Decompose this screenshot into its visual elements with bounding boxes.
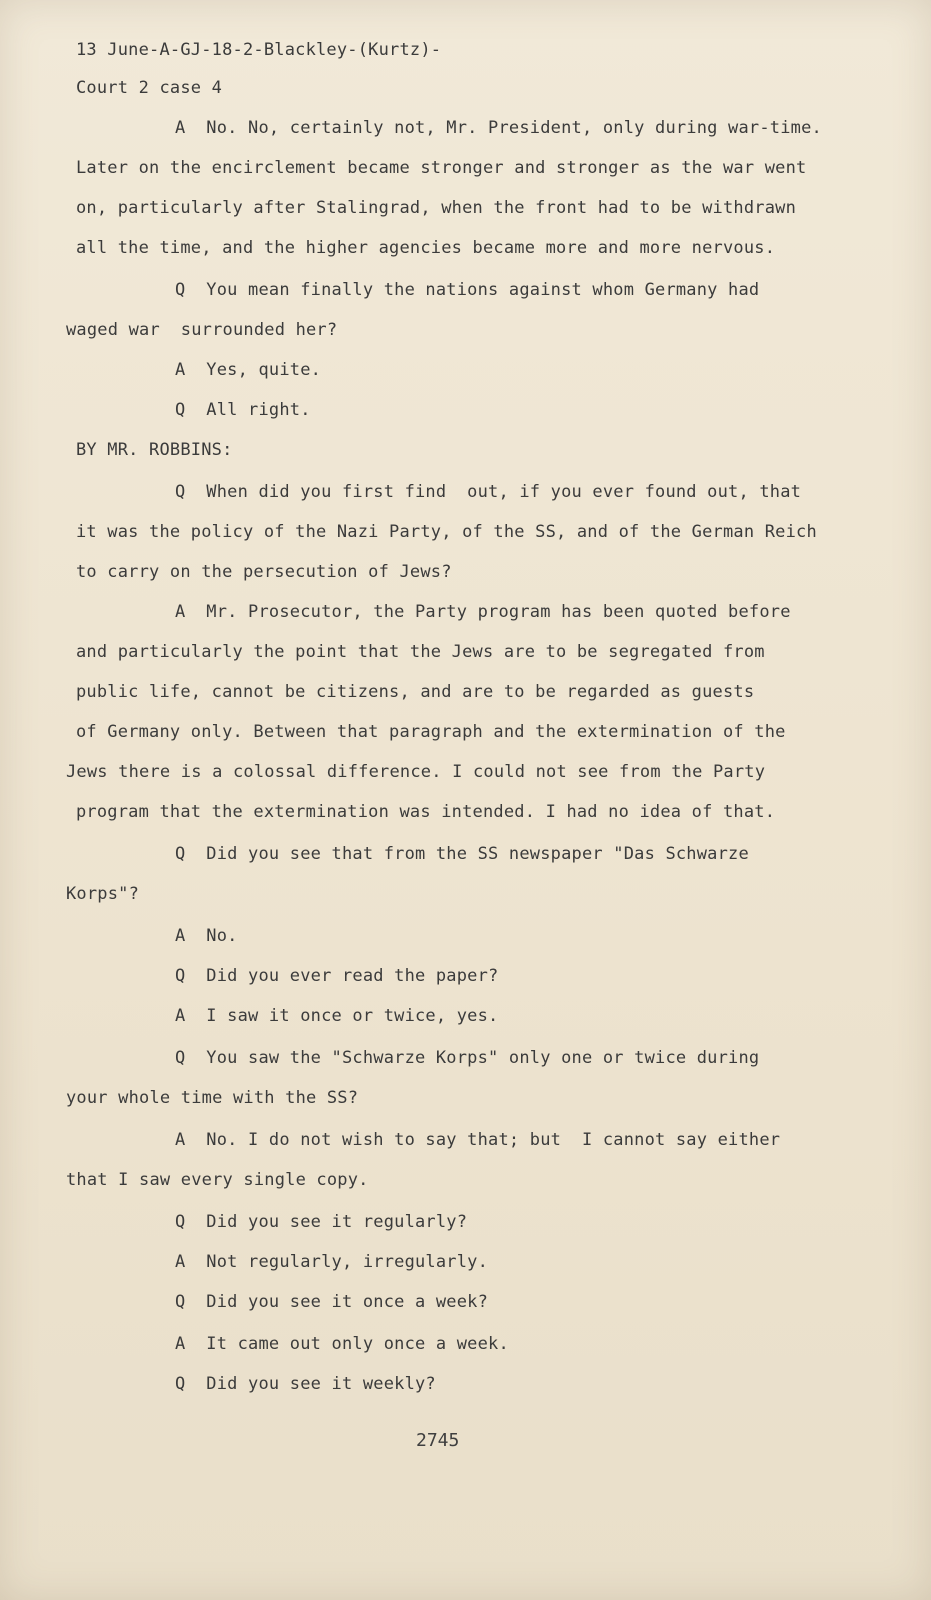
- page-number: 2745: [416, 1430, 460, 1451]
- transcript-line: public life, cannot be citizens, and are to be regarded as guests: [76, 682, 755, 702]
- transcript-line: A It came out only once a week.: [175, 1334, 509, 1354]
- transcript-line: your whole time with the SS?: [66, 1088, 359, 1108]
- examiner-heading: BY MR. ROBBINS:: [76, 440, 233, 460]
- transcript-line: program that the extermination was intended. I had no idea of that.: [76, 802, 776, 822]
- transcript-line: A No.: [175, 926, 238, 946]
- transcript-line: A I saw it once or twice, yes.: [175, 1006, 499, 1026]
- transcript-line: Q When did you first find out, if you ever found out, that: [175, 482, 802, 502]
- transcript-line: A No. No, certainly not, Mr. President, only during war-time.: [175, 118, 822, 138]
- transcript-line: Korps"?: [66, 884, 140, 904]
- transcript-line: A Mr. Prosecutor, the Party program has been quoted before: [175, 602, 791, 622]
- transcript-line: Q All right.: [175, 400, 311, 420]
- transcript-line: Later on the encirclement became stronger and stronger as the war went: [76, 158, 807, 178]
- transcript-line: Q Did you see it once a week?: [175, 1292, 489, 1312]
- transcript-line: A No. I do not wish to say that; but I cannot say either: [175, 1130, 781, 1150]
- transcript-line: Q You mean finally the nations against whom Germany had: [175, 280, 760, 300]
- transcript-line: Q Did you see it regularly?: [175, 1212, 468, 1232]
- transcript-line: Q Did you see it weekly?: [175, 1374, 436, 1394]
- transcript-line: and particularly the point that the Jews are to be segregated from: [76, 642, 765, 662]
- transcript-line: it was the policy of the Nazi Party, of the SS, and of the German Reich: [76, 522, 817, 542]
- transcript-line: waged war surrounded her?: [66, 320, 338, 340]
- transcript-line: Jews there is a colossal difference. I could not see from the Party: [66, 762, 766, 782]
- transcript-line: Q Did you ever read the paper?: [175, 966, 499, 986]
- transcript-line: on, particularly after Stalingrad, when the front had to be withdrawn: [76, 198, 797, 218]
- transcript-line: A Not regularly, irregularly.: [175, 1252, 489, 1272]
- transcript-line: A Yes, quite.: [175, 360, 322, 380]
- transcript-line: all the time, and the higher agencies became more and more nervous.: [76, 238, 776, 258]
- transcript-line: to carry on the persecution of Jews?: [76, 562, 452, 582]
- transcript-line: Q You saw the "Schwarze Korps" only one or twice during: [175, 1048, 760, 1068]
- header-session-line: 13 June-A-GJ-18-2-Blackley-(Kurtz)-: [76, 40, 442, 60]
- header-court-line: Court 2 case 4: [76, 78, 223, 98]
- transcript-line: of Germany only. Between that paragraph and the extermination of the: [76, 722, 786, 742]
- transcript-line: Q Did you see that from the SS newspaper "Das Schwarze: [175, 844, 749, 864]
- transcript-line: that I saw every single copy.: [66, 1170, 369, 1190]
